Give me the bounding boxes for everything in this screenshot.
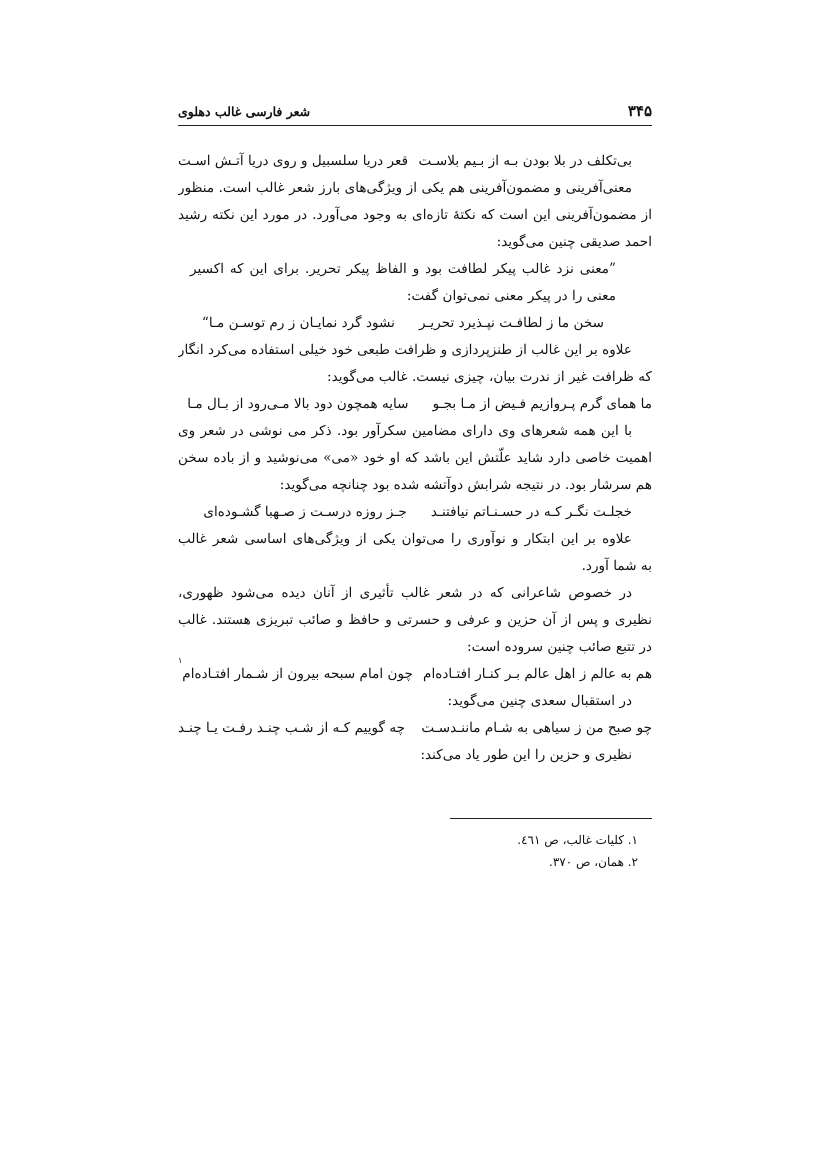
verse-line [178, 715, 652, 742]
hemistich-first: چو صبح من ز سیاهی به شـام ماننـدسـت [421, 720, 652, 736]
text-line: معنی را در پیکر معنی نمی‌توان گفت: [406, 288, 616, 304]
text-line: در استقبال سعدی چنین می‌گوید: [447, 693, 632, 709]
text-line: معنی‌آفرینی و مضمون‌آفرینی هم یکی از ویژگی‌های بارز شعر غالب است. منظور [178, 180, 632, 196]
text-line: ”معنی نزد غالب پیکر لطافت بود و الفاظ پیکر تحریر. برای این که اکسیر [190, 261, 616, 277]
hemistich-first: ما همای گرم پـروازیم فـیض از مـا بجـو [432, 396, 652, 412]
verse-line [178, 148, 652, 175]
hemistich-gap [409, 391, 433, 418]
hemistich-gap [405, 715, 421, 742]
body-text [178, 148, 652, 769]
verse-line [178, 391, 652, 418]
text-line: هم سرشار بود. در نتیجه شرابش دوآتشه شده بود چنانچه می‌گوید: [279, 477, 652, 493]
text-line: به شما آورد. [581, 558, 652, 574]
footnote-1: ۱. کلیات غالب، ص ٤٦١. [517, 833, 638, 847]
text-line: در خصوص شاعرانی که در شعر غالب تأثیری از آنان دیده می‌شود ظهوری، [178, 585, 632, 601]
text-line: علاوه بر این غالب از طنزپردازی و ظرافت طبعی خود خیلی استفاده می‌کرد انگار [178, 342, 632, 358]
text-line: از مضمون‌آفرینی این است که نکتهٔ تازه‌ای به وجود می‌آورد. در مورد این نکته رشید [178, 207, 652, 223]
text-line: با این همه شعرهای وی دارای مضامین سکرآور بود. ذکر می نوشی در شعر وی [178, 423, 632, 439]
header-rule [178, 125, 652, 126]
hemistich-first: هم به عالم ز اهل عالم بـر کنـار افتـاده‌ام [423, 666, 652, 682]
text-line: اهمیت خاصی دارد شاید علّتش این باشد که او خود «می» می‌نوشید و از باده سخن [178, 450, 652, 466]
running-header [178, 98, 652, 128]
footnote-rule [450, 818, 652, 819]
text-line: که ظرافت غیر از ندرت بیان، چیزی نیست. غالب می‌گوید: [327, 369, 652, 385]
text-line: در تتبع صائب چنین سروده است: [467, 639, 652, 655]
hemistich-first: خجلـت نگـر کـه در حسـنـاتم نیافتنـد [430, 504, 632, 520]
text-line: نظیری و حزین را این طور یاد می‌کند: [420, 747, 632, 763]
hemistich-second: نشود گرد نمایـان ز رم توسـن مـا“ [201, 315, 395, 331]
hemistich-second: چه گوییم کـه از شـب چنـد رفـت یـا چنـد [178, 720, 406, 736]
hemistich-first: بی‌تکلف در بلا بودن بـه از بـیم بلاسـت [418, 153, 632, 169]
hemistich-second: قعر دریا سلسبیل و روی دریا آتـش اسـت [178, 153, 409, 169]
footnote-marker: ۱ [178, 656, 183, 665]
running-title: شعر فارسی غالب دهلوی [178, 104, 311, 119]
footnote-2: ۲. همان، ص ۳۷۰. [549, 855, 638, 869]
verse-line [178, 310, 652, 337]
hemistich-gap [413, 661, 423, 688]
hemistich-gap [408, 148, 418, 175]
page-number: ۳۴۵ [627, 102, 652, 120]
hemistich-second: جـز روزه درسـت ز صـهبا گشـوده‌ای [203, 504, 407, 520]
hemistich-second: چون امام سبحه بیرون از شـمار افتـاده‌ام [182, 666, 413, 682]
text-line: احمد صدیقی چنین می‌گوید: [496, 234, 652, 250]
verse-line [178, 656, 652, 688]
hemistich-gap [395, 310, 419, 337]
hemistich-second: سایه همچون دود بالا مـی‌رود از بـال مـا [187, 396, 409, 412]
verse-line [178, 499, 652, 526]
hemistich-gap [407, 499, 431, 526]
text-line: نظیری و پس از آن حزین و عرفی و حسرتی و حافظ و صائب تبریزی هستند. غالب [178, 612, 652, 628]
hemistich-first: سخن ما ز لطافـت نپـذیرد تحریـر [418, 315, 604, 331]
text-line: علاوه بر این ابتکار و نوآوری را می‌توان یکی از ویژگی‌های اساسی شعر غالب [178, 531, 632, 547]
